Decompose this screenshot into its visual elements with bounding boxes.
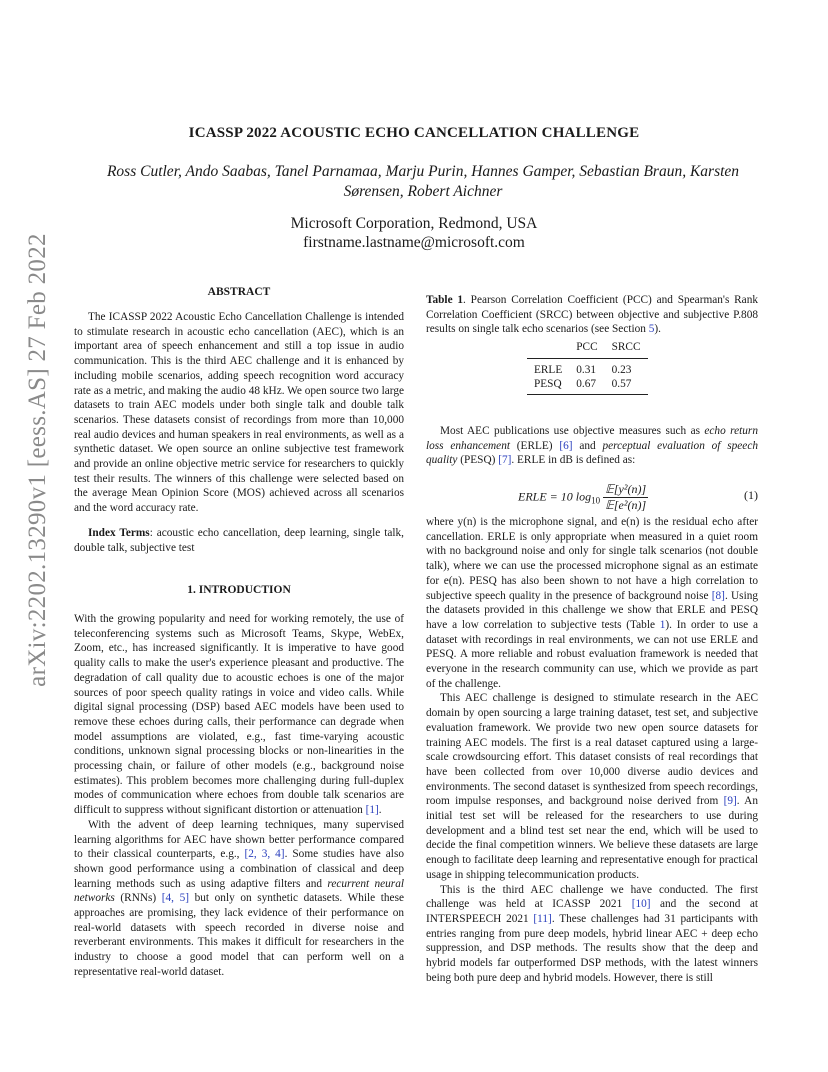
right-p1-b: (ERLE) bbox=[509, 439, 560, 452]
equation-numerator: 𝔼[y²(n)] bbox=[605, 482, 647, 496]
arxiv-identifier: arXiv:2202.13290v1 [eess.AS] 27 Feb 2022 bbox=[24, 233, 51, 687]
right-paragraph-4 bbox=[426, 883, 758, 986]
abstract-section bbox=[74, 310, 404, 555]
introduction-section bbox=[74, 612, 404, 980]
section-heading-introduction: 1. INTRODUCTION bbox=[187, 584, 291, 596]
citation-link[interactable]: [9] bbox=[723, 795, 737, 808]
right-p1-e: . ERLE in dB is defined as: bbox=[511, 454, 636, 467]
abstract-heading: ABSTRACT bbox=[207, 286, 271, 298]
citation-link[interactable]: [4, 5] bbox=[161, 892, 190, 905]
table-cell-pcc: 0.31 bbox=[576, 364, 597, 376]
index-terms-text: : acoustic echo cancellation, deep learning, single talk, double talk, subjective test bbox=[74, 526, 404, 554]
citation-link[interactable]: [8] bbox=[711, 589, 725, 602]
right-p2-b: . Using the datasets provided in this challenge we show that ERLE and PESQ have a low correlation to subjective tests (Table bbox=[426, 589, 759, 631]
citation-link[interactable]: [7] bbox=[498, 454, 512, 467]
right-paragraph-3 bbox=[426, 691, 758, 882]
equation-subscript: 10 bbox=[591, 495, 601, 506]
right-p2-c: ). In order to use a dataset with recordings in real environments, we can not use ERLE and PESQ. A more reliable and robust evaluation framework is needed that everyone in the research community can use, which we provide as part of the challenge. bbox=[426, 618, 758, 690]
equation-lhs: ERLE = 10 log bbox=[518, 489, 592, 504]
right-p1-a: Most AEC publications use objective measures such as bbox=[440, 425, 705, 437]
affiliation-block bbox=[0, 214, 828, 252]
equation-formula bbox=[518, 482, 648, 513]
right-column-body bbox=[426, 515, 758, 986]
intro-paragraph-2 bbox=[74, 818, 404, 980]
right-p1-emphasis: perceptual evaluation of speech quality bbox=[426, 439, 758, 467]
citation-link[interactable]: [1] bbox=[365, 804, 379, 817]
table-row bbox=[527, 377, 648, 395]
author-list: Ross Cutler, Ando Saabas, Tanel Parnamaa, Marju Purin, Hannes Gamper, Sebastian Braun, Karsten Sørensen, Robert Aichner bbox=[106, 163, 740, 200]
intro-p2-emphasis: recurrent neural networks bbox=[74, 877, 404, 905]
table-header-cell: SRCC bbox=[605, 340, 648, 359]
equation-number: (1) bbox=[744, 488, 758, 502]
table-cell-pcc: 0.67 bbox=[569, 377, 604, 395]
table-cell-srcc: 0.23 bbox=[611, 364, 632, 376]
right-p3-a: This AEC challenge is designed to stimulate research in the AEC domain by open sourcing a large training dataset, test set, and subjective evaluation framework. We provide two new open source datasets for training AEC models. The first is a real dataset captured using a large-scale crowdsourcing effort. This dataset consists of real recordings that have been collected from over 10,000 diverse audio devices and environments. The second dataset is synthesized from speech recordings, room impulse responses, and background noise derived from bbox=[426, 692, 758, 808]
paper-title: ICASSP 2022 ACOUSTIC ECHO CANCELLATION CHALLENGE bbox=[188, 125, 640, 141]
table-header-cell bbox=[527, 340, 569, 359]
intro-p2-b: . Some studies have also shown good performance using a combination of classical and deep learning methods such as using adaptive filters and bbox=[74, 848, 404, 890]
contact-email: firstname.lastname@microsoft.com bbox=[303, 234, 525, 251]
right-p1-c: and bbox=[572, 439, 603, 452]
right-p4-b: and the second at INTERSPEECH 2021 bbox=[426, 898, 759, 925]
table-link[interactable]: 1 bbox=[659, 618, 666, 631]
right-p4-c: . These challenges had 31 participants with entries ranging from pure deep models, hybrid linear AEC + deep echo suppression, and DSP methods. The results show that the deep and hybrid models far outperformed DSP methods, with the latest winners being both pure deep and hybrid models. However, there is still bbox=[426, 912, 759, 984]
right-p1-d: (PESQ) bbox=[457, 454, 499, 467]
affiliation: Microsoft Corporation, Redmond, USA bbox=[290, 215, 538, 232]
table-cell-metric: ERLE bbox=[534, 364, 563, 376]
intro-p1-end: . bbox=[378, 804, 382, 817]
table-1-caption-a: . Pearson Correlation Coefficient (PCC) and Spearman's Rank Correlation Coefficient (SRCC) between objective and subjective P.808 results on single talk echo scenarios (see Section bbox=[426, 294, 758, 336]
right-p1-emphasis: echo return loss enhancement bbox=[426, 425, 758, 452]
table-1-label: Table 1 bbox=[426, 294, 464, 306]
right-column-intro bbox=[426, 424, 758, 468]
table-header-cell: PCC bbox=[569, 340, 604, 359]
intro-paragraph-1 bbox=[74, 612, 404, 818]
table-1-caption-b: ). bbox=[654, 323, 661, 336]
table-header-row bbox=[527, 340, 648, 359]
intro-p2-c: (RNNs) bbox=[114, 892, 162, 905]
equation-denominator: 𝔼[e²(n)] bbox=[605, 498, 647, 512]
table-cell-metric: PESQ bbox=[527, 377, 569, 395]
right-paragraph-2 bbox=[426, 515, 758, 691]
equation-fraction bbox=[603, 482, 648, 513]
equation-erle bbox=[426, 480, 758, 514]
section-link[interactable]: 5 bbox=[648, 323, 655, 336]
table-cell-srcc: 0.57 bbox=[605, 377, 648, 395]
correlation-table bbox=[527, 340, 648, 395]
citation-link[interactable]: [10] bbox=[631, 898, 651, 911]
right-p3-b: . An initial test set will be released for the researchers to use during development and a blind test set near the end, which will be used to decide the final competition winners. We believe these datasets are large enough to facilitate deep learning and representative enough for practical usage in shipping telecommunication products. bbox=[426, 795, 758, 881]
arxiv-sidebar bbox=[18, 233, 58, 687]
index-terms bbox=[74, 526, 404, 555]
intro-p2-a: With the advent of deep learning techniques, many supervised learning algorithms for AEC have shown better performance compared to their classical counterparts, e.g., bbox=[74, 818, 404, 861]
right-p4-a: This is the third AEC challenge we have conducted. The first challenge was held at ICASSP 2021 bbox=[426, 883, 758, 911]
right-p2-a: where y(n) is the microphone signal, and e(n) is the residual echo after cancellation. ERLE is only appropriate when measured in a quiet room with no background noise and only for single talk scenarios (not double talk), where we can use the processed microphone signal as an estimate for e(n). PESQ has also been shown to not have a high correlation to subjective speech quality in the presence of background noise bbox=[426, 516, 758, 602]
index-terms-label: Index Terms bbox=[88, 526, 150, 539]
abstract-body: The ICASSP 2022 Acoustic Echo Cancellation Challenge is intended to stimulate research in acoustic echo cancellation (AEC), which is an important area of speech enhancement and still a top issue in audio communication. This is the third AEC challenge and it is enhanced by including mobile scenarios, adding speech recognition word accuracy rate as a metric, and making the audio 48 kHz. We open source two large datasets to train AEC models under both single talk and double talk scenarios. These datasets consist of recordings from more than 10,000 real audio devices and human speakers in real environments, as well as a synthetic dataset. We open source an online subjective test framework and provide an online objective metric service for researchers to quickly test their results. The winners of this challenge were selected based on the average Mean Opinion Score (MOS) achieved across all scenarios and the word accuracy rate. bbox=[74, 311, 404, 515]
right-paragraph-1 bbox=[426, 424, 758, 468]
intro-p2-d: but only on synthetic datasets. While these approaches are promising, they lack evidence of their performance on real-world datasets with speech recorded in diverse noise and reverberant environments. This makes it difficult for researchers in the industry to choose a good model that can perform well on a representative real-world dataset. bbox=[74, 892, 404, 978]
citation-link[interactable]: [6] bbox=[559, 439, 573, 452]
intro-p1-text: With the growing popularity and need for working remotely, the use of teleconferencing systems such as Microsoft Teams, Skype, WebEx, Zoom, etc., has increased significantly. It is imperative to have good quality calls to make the user's experience pleasant and productive. The degradation of call quality due to acoustic echoes is one of the major sources of poor speech quality ratings in voice and video calls. While digital signal processing (DSP) based AEC models have been used to remove these echoes during calls, their performance can degrade when model assumptions are violated, e.g., fast time-varying acoustic conditions, unknown signal processing blocks or non-linearities in the processing chain, or failure of other models (e.g., background noise estimates). This problem becomes more challenging during full-duplex modes of communication where echoes from double talk scenarios are difficult to suppress without significant distortion or attenuation bbox=[74, 613, 404, 817]
table-row bbox=[527, 359, 648, 378]
citation-link[interactable]: [2, 3, 4] bbox=[244, 848, 285, 861]
citation-link[interactable]: [11] bbox=[533, 912, 552, 925]
table-1-caption bbox=[426, 293, 758, 337]
